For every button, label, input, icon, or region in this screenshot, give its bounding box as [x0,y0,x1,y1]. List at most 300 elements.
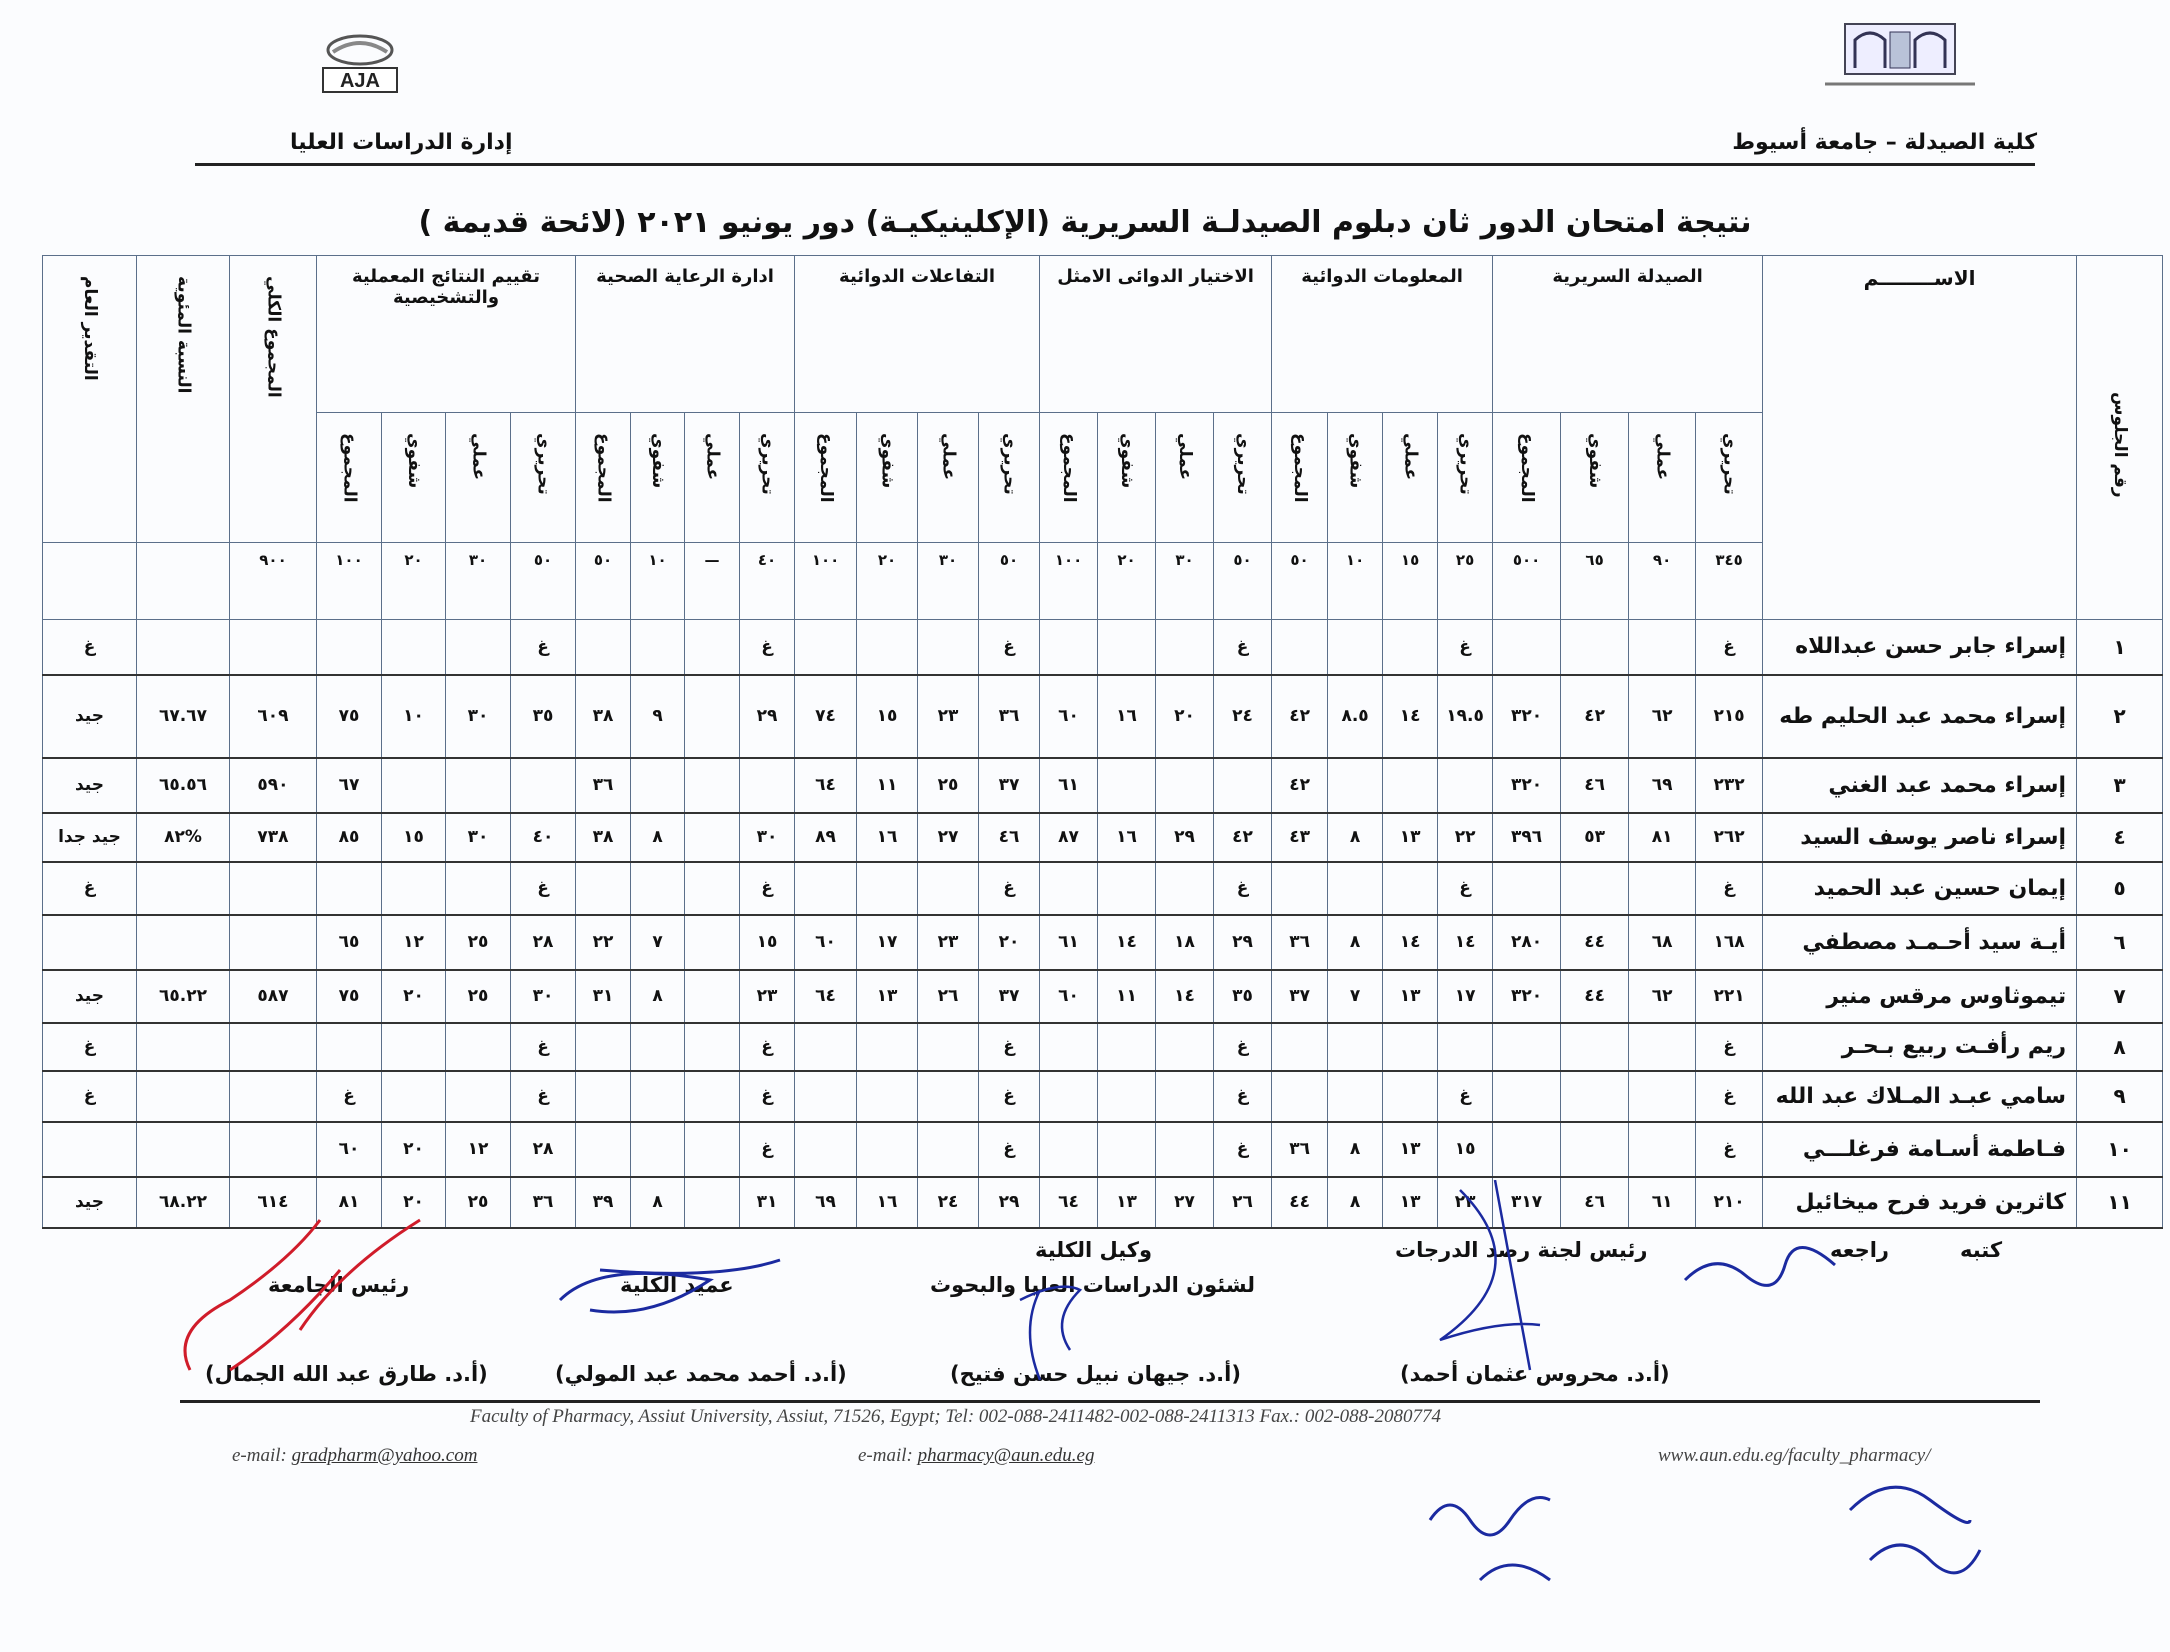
score-cell: غ [1214,862,1272,915]
seat-header-cell [2077,256,2163,620]
grade-cell: جيد [43,1177,137,1228]
score-cell [1561,1122,1629,1177]
score-cell [631,1023,685,1071]
score-cell: غ [979,1023,1040,1071]
score-cell: ٤٦ [1561,758,1629,813]
score-cell: ٦١ [1040,758,1098,813]
score-cell: ٢٦ [1214,1177,1272,1228]
score-cell [1383,1023,1438,1071]
grade-cell: جيد [43,758,137,813]
score-cell [382,620,446,675]
part-header: المجموع [1289,433,1310,503]
part-header: شفوي [403,433,424,489]
score-cell: ٤٤ [1561,970,1629,1023]
score-cell: غ [979,1071,1040,1122]
seat-header: رقم الجلوس [2109,392,2130,498]
score-cell: ٢٣٢ [1696,758,1763,813]
part-header: عملي [702,433,723,481]
score-cell: ٨ [1328,1177,1383,1228]
grade-cell [43,915,137,970]
score-cell: ٣٠ [446,675,511,758]
seat-number: ٥ [2077,862,2163,915]
score-cell [1328,1071,1383,1122]
results-table [42,255,2163,1229]
table-row [43,620,2163,675]
score-cell [1272,1071,1328,1122]
part-header: تحريري [757,433,778,495]
part-header-cell [1098,413,1156,543]
table-row [43,915,2163,970]
score-cell [1156,758,1214,813]
percent-cell [137,915,230,970]
score-cell [1629,1122,1696,1177]
score-cell [1040,1071,1098,1122]
president-name: (أ.د. طارق عبد الله الجمال) [205,1362,488,1386]
score-cell: ٢٩ [740,675,795,758]
part-header: عملي [938,433,959,481]
score-cell: ٢٠ [979,915,1040,970]
max-mark-cell: ١٠ [631,543,685,620]
table-row [43,1023,2163,1071]
part-header: تحريري [999,433,1020,495]
footer-email-1 [232,1445,477,1467]
score-cell: ٢٢١ [1696,970,1763,1023]
score-cell [1272,1023,1328,1071]
score-cell: غ [1438,862,1493,915]
score-cell: ٢٠ [1156,675,1214,758]
score-cell: ٢٣ [918,915,979,970]
vice-dean-name: (أ.د. جيهان نبيل حسن فتيح) [950,1362,1241,1386]
footer-website[interactable]: www.aun.edu.eg/faculty_pharmacy/ [1658,1445,1931,1466]
part-header: المجموع [815,433,836,503]
score-cell: ٦٠ [317,1122,382,1177]
subject-header: المعلومات الدوائية [1272,256,1493,413]
total-cell [230,620,317,675]
score-cell: ٣٠ [446,813,511,862]
subject-header: التفاعلات الدوائية [795,256,1040,413]
score-cell: غ [1214,1122,1272,1177]
score-cell: ٣١ [740,1177,795,1228]
score-cell [685,620,740,675]
score-cell [1493,1023,1561,1071]
score-cell [1156,620,1214,675]
faculty-name: كلية الصيدلة – جامعة أسيوط [1732,130,2037,155]
grade-cell: غ [43,620,137,675]
student-name: إسراء محمد عبد الحليم طه [1763,675,2077,758]
score-cell: ١٤ [1438,915,1493,970]
table-row [43,675,2163,758]
part-header-cell [511,413,576,543]
score-cell [382,1023,446,1071]
max-mark-cell: ٣٠ [446,543,511,620]
student-name: أيـة سيد أحـمـد مصطفي [1763,915,2077,970]
score-cell: ٧٤ [795,675,857,758]
score-cell: ٢٨ [511,1122,576,1177]
percent-cell [137,620,230,675]
score-cell: ٢١٥ [1696,675,1763,758]
score-cell [1493,862,1561,915]
score-cell: ١٩.٥ [1438,675,1493,758]
score-cell: ٦١ [1629,1177,1696,1228]
score-cell: ٢٠ [382,1122,446,1177]
score-cell: ٢٣ [740,970,795,1023]
score-cell [382,862,446,915]
score-cell: ٣٠ [740,813,795,862]
score-cell: ١٣ [1383,1122,1438,1177]
score-cell: غ [1696,1122,1763,1177]
score-cell [1040,1122,1098,1177]
part-header: شفوي [877,433,898,489]
score-cell [1629,1023,1696,1071]
score-cell: ٣٧ [1272,970,1328,1023]
score-cell: ٣٢٠ [1493,675,1561,758]
score-cell: ٦٠ [795,915,857,970]
score-cell [1214,758,1272,813]
part-header-cell [1629,413,1696,543]
max-mark-cell: — [685,543,740,620]
score-cell: غ [740,862,795,915]
score-cell: ٢٦٢ [1696,813,1763,862]
total-header-cell [230,256,317,543]
score-cell: ٢٠ [382,1177,446,1228]
score-cell: ١٦ [857,813,918,862]
score-cell [446,1071,511,1122]
percent-cell: ٦٧.٦٧ [137,675,230,758]
score-cell [685,862,740,915]
max-mark-cell: ٥٠٠ [1493,543,1561,620]
student-name: إسراء محمد عبد الغني [1763,758,2077,813]
score-cell: ١٦ [1098,813,1156,862]
score-cell: غ [740,1071,795,1122]
score-cell [795,620,857,675]
footer-email-2 [858,1445,1094,1467]
part-header-cell [1438,413,1493,543]
score-cell [685,675,740,758]
score-cell: ٨٩ [795,813,857,862]
total-cell [230,1122,317,1177]
score-cell: غ [979,1122,1040,1177]
grade-cell: جيد [43,675,137,758]
score-cell [918,1122,979,1177]
percent-cell [137,1071,230,1122]
score-cell [631,758,685,813]
score-cell: ٨٥ [317,813,382,862]
part-header-cell [631,413,685,543]
part-header-cell [1272,413,1328,543]
student-name: إيمان حسين عبد الحميد [1763,862,2077,915]
max-mark-cell: ٥٠ [1272,543,1328,620]
score-cell [1156,1122,1214,1177]
table-row [43,758,2163,813]
part-header: شفوي [1345,433,1366,489]
score-cell: ٤٤ [1272,1177,1328,1228]
vice-dean-office-label: لشئون الدراسات العليا والبحوث [930,1273,1256,1297]
score-cell: ١٤ [1383,915,1438,970]
max-mark-cell: ١٠٠ [317,543,382,620]
score-cell [857,1023,918,1071]
score-cell: ٤٢ [1561,675,1629,758]
part-header-cell [1561,413,1629,543]
score-cell [795,862,857,915]
score-cell: ١٣ [1383,813,1438,862]
score-cell: غ [1696,1071,1763,1122]
score-cell: ٣٦ [1272,915,1328,970]
score-cell [1493,1122,1561,1177]
score-cell: ١٣ [1098,1177,1156,1228]
max-mark-cell: ١٠٠ [795,543,857,620]
seat-number: ٣ [2077,758,2163,813]
score-cell: ٣٦ [979,675,1040,758]
score-cell: ٨ [1328,813,1383,862]
score-cell: ٣٢٠ [1493,970,1561,1023]
score-cell: ١٨ [1156,915,1214,970]
max-mark-cell: ٢٠ [382,543,446,620]
student-name: ريم رأفـت ربيع بـحـر [1763,1023,2077,1071]
score-cell: ٧٥ [317,675,382,758]
score-cell: ١٦ [1098,675,1156,758]
score-cell: ٦٩ [795,1177,857,1228]
score-cell [1328,620,1383,675]
score-cell: غ [1438,1071,1493,1122]
score-cell [631,862,685,915]
max-mark-cell: ١٠٠ [1040,543,1098,620]
student-name: إسراء ناصر يوسف السيد [1763,813,2077,862]
score-cell: ٣٧ [979,970,1040,1023]
email-link-2[interactable]: pharmacy@aun.edu.eg [917,1445,1095,1466]
part-header-cell [1383,413,1438,543]
score-cell: ١٤ [1156,970,1214,1023]
score-cell: ٢٥ [446,915,511,970]
score-cell [1383,758,1438,813]
subject-header: تقييم النتائج المعملية والتشخيصية [317,256,576,413]
score-cell: ٤٤ [1561,915,1629,970]
score-cell [685,813,740,862]
score-cell: غ [1214,1071,1272,1122]
part-header-cell [1156,413,1214,543]
subject-header: الصيدلة السريرية [1493,256,1763,413]
score-cell [1040,620,1098,675]
score-cell [1561,1071,1629,1122]
score-cell: ٣٨ [576,675,631,758]
score-cell: ٦٤ [795,758,857,813]
aja-logo [315,28,405,100]
score-cell: ١١ [1098,970,1156,1023]
part-header: المجموع [1516,433,1537,503]
score-cell: ٧ [1328,970,1383,1023]
score-cell [317,620,382,675]
score-cell: ٨ [631,813,685,862]
score-cell: ٤٦ [1561,1177,1629,1228]
score-cell: ٣٢٠ [1493,758,1561,813]
score-cell: ٨ [1328,1122,1383,1177]
score-cell: ٢٦ [918,970,979,1023]
score-cell: ٦٤ [795,970,857,1023]
score-cell: ٨١ [1629,813,1696,862]
seat-number: ٦ [2077,915,2163,970]
score-cell [1561,1023,1629,1071]
score-cell: غ [1696,862,1763,915]
part-header: المجموع [1058,433,1079,503]
header-row-groups [43,256,2163,413]
score-cell [1156,1023,1214,1071]
score-cell: ١٣ [1383,970,1438,1023]
part-header-cell [1493,413,1561,543]
score-cell: ٤٠ [511,813,576,862]
score-cell [631,620,685,675]
part-header-cell [979,413,1040,543]
score-cell: ١٢ [446,1122,511,1177]
score-cell: ٢٩ [1156,813,1214,862]
part-header-cell [1328,413,1383,543]
score-cell: ٦١ [1040,915,1098,970]
total-cell [230,1023,317,1071]
score-cell: ١٧ [1438,970,1493,1023]
score-cell: ٨١ [317,1177,382,1228]
score-cell: ١٢ [382,915,446,970]
score-cell: ٣٩٦ [1493,813,1561,862]
score-cell [918,862,979,915]
score-cell: غ [979,620,1040,675]
score-cell [1383,862,1438,915]
part-header: عملي [468,433,489,481]
grade-cell [43,1122,137,1177]
total-cell: ٧٣٨ [230,813,317,862]
score-cell: ٤٣ [1272,813,1328,862]
page-title: نتيجة امتحان الدور ثان دبلوم الصيدلـة السريرية (الإكلينيكيـة) دور يونيو ٢٠٢١ (لائحة قديمة ) [418,205,1752,240]
part-header-cell [382,413,446,543]
score-cell: ٣٥ [1214,970,1272,1023]
score-cell: غ [317,1071,382,1122]
score-cell [918,1023,979,1071]
seat-number: ٩ [2077,1071,2163,1122]
score-cell: ٣١٧ [1493,1177,1561,1228]
score-cell: ٢٥ [446,1177,511,1228]
score-cell [857,620,918,675]
score-cell [1561,862,1629,915]
score-cell: ٨ [631,1177,685,1228]
grade-cell: جيد جدا [43,813,137,862]
max-mark-cell: ٥٠ [1214,543,1272,620]
score-cell: ١٣ [857,970,918,1023]
table-row [43,1071,2163,1122]
score-cell: ١٦٨ [1696,915,1763,970]
score-cell: ٢٣ [918,675,979,758]
total-cell: ٦٠٩ [230,675,317,758]
percent-cell [137,1023,230,1071]
score-cell: غ [511,1071,576,1122]
max-percent-cell [137,543,230,620]
part-header: شفوي [1584,433,1605,489]
university-logo [1815,18,1985,98]
percent-cell: %٨٢ [137,813,230,862]
score-cell: ٢٢ [1438,813,1493,862]
email-link-1[interactable]: gradpharm@yahoo.com [291,1445,478,1466]
score-cell: ٧٥ [317,970,382,1023]
committee-head-label: رئيس لجنة رصد الدرجات [1395,1238,1648,1262]
score-cell [795,1071,857,1122]
score-cell: ٣٦ [1272,1122,1328,1177]
score-cell: غ [511,620,576,675]
score-cell: ١٥ [857,675,918,758]
score-cell: ٦٧ [317,758,382,813]
grade-cell: جيد [43,970,137,1023]
score-cell: ٢٢ [576,915,631,970]
score-cell: ١٥ [740,915,795,970]
percent-cell: ٦٥.٥٦ [137,758,230,813]
score-cell: ٢٧ [1156,1177,1214,1228]
score-cell [795,1122,857,1177]
part-header-cell [1040,413,1098,543]
score-cell [576,1122,631,1177]
footer-divider [180,1400,2040,1403]
written-by-label: كتبه [1960,1238,2003,1262]
grade-header: التقدير العام [79,276,100,381]
score-cell [576,862,631,915]
score-cell: ٨.٥ [1328,675,1383,758]
score-cell: ٣٨ [576,813,631,862]
score-cell: غ [1696,1023,1763,1071]
score-cell [576,1023,631,1071]
part-header: عملي [1400,433,1421,481]
dean-label: عميد الكلية [620,1273,734,1297]
score-cell: ٦٥ [317,915,382,970]
score-cell: غ [979,862,1040,915]
student-name: سامي عبـد المـلاك عبد الله [1763,1071,2077,1122]
score-cell: ٢٥ [446,970,511,1023]
score-cell: غ [1214,620,1272,675]
student-name: إسراء جابر حسن عبداللاه [1763,620,2077,675]
score-cell: ٦٠ [1040,675,1098,758]
email-label: e-mail: [858,1445,913,1466]
score-cell [918,620,979,675]
score-cell: غ [1438,620,1493,675]
grade-cell: غ [43,1023,137,1071]
score-cell [446,1023,511,1071]
part-header-cell [857,413,918,543]
score-cell [685,1122,740,1177]
max-mark-cell: ١٥ [1383,543,1438,620]
max-mark-cell: ٩٠ [1629,543,1696,620]
score-cell [511,758,576,813]
score-cell: ٢٤ [1214,675,1272,758]
score-cell: ٣٧ [979,758,1040,813]
seat-number: ٨ [2077,1023,2163,1071]
score-cell: ٤٦ [979,813,1040,862]
max-mark-cell: ٥٠ [576,543,631,620]
score-cell: ٣٩ [576,1177,631,1228]
score-cell [685,970,740,1023]
part-header-cell [685,413,740,543]
part-header: شفوي [647,433,668,489]
seat-number: ٢ [2077,675,2163,758]
score-cell [1098,1071,1156,1122]
score-cell [1328,758,1383,813]
reviewed-by-label: راجعه [1830,1238,1890,1262]
total-cell [230,1071,317,1122]
score-cell [685,1071,740,1122]
score-cell [446,620,511,675]
part-header-cell [740,413,795,543]
score-cell: غ [1696,620,1763,675]
score-cell: ٢٠ [382,970,446,1023]
score-cell: غ [511,862,576,915]
score-cell [1098,862,1156,915]
score-cell [1272,862,1328,915]
part-header-cell [918,413,979,543]
name-header: الاســــــــم [1763,256,2077,620]
score-cell [317,1023,382,1071]
score-cell [1272,620,1328,675]
